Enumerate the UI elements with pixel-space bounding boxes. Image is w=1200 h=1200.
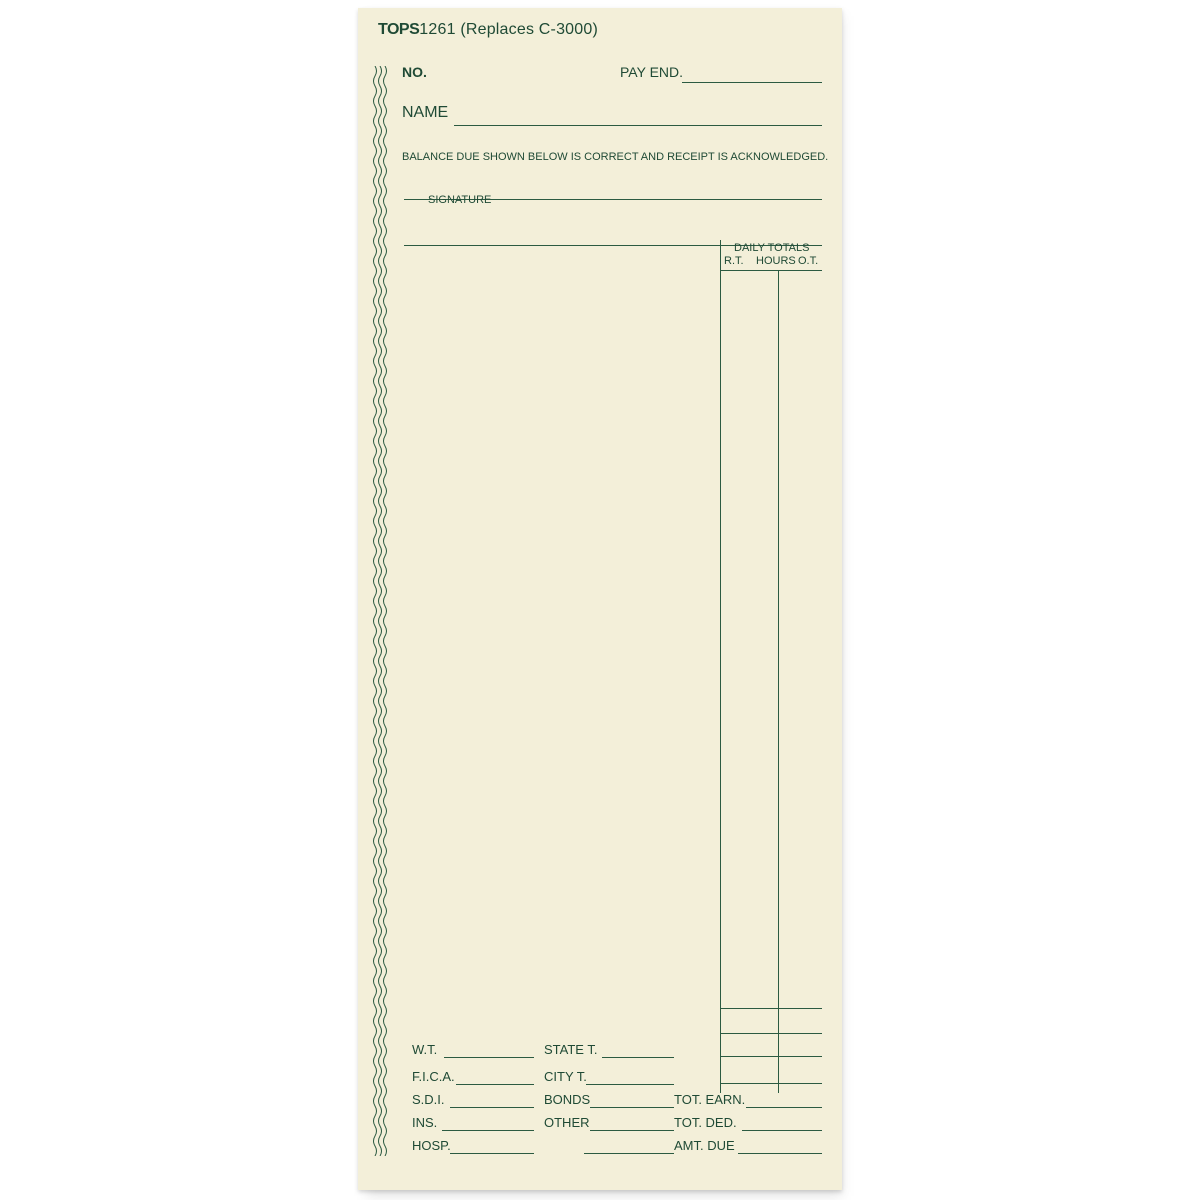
tot-earn-line (746, 1107, 822, 1108)
totals-left-border (720, 240, 721, 1093)
tot-ded-label: TOT. DED. (674, 1115, 737, 1130)
wt-line (444, 1057, 534, 1058)
brand-header (378, 21, 598, 39)
fica-line (456, 1084, 534, 1085)
state-t-line (602, 1057, 674, 1058)
signature-label: SIGNATURE (428, 194, 492, 206)
hosp-label: HOSP. (412, 1138, 451, 1153)
totals-row-line-1 (720, 1008, 822, 1009)
pay-end-label: PAY END. (620, 64, 684, 80)
hours-label: HOURS (756, 255, 796, 267)
tot-ded-line (742, 1130, 822, 1131)
ot-label: O.T. (798, 255, 819, 267)
name-label: NAME (402, 104, 449, 121)
wave-line-3 (384, 66, 387, 1156)
fica-label: F.I.C.A. (412, 1069, 455, 1084)
model-number: 1261 (Replaces C-3000) (419, 21, 599, 38)
sdi-line (450, 1107, 534, 1108)
daily-totals-title: DAILY TOTALS (734, 242, 810, 254)
ins-line (442, 1130, 534, 1131)
state-t-label: STATE T. (544, 1042, 598, 1057)
acknowledgement-text: BALANCE DUE SHOWN BELOW IS CORRECT AND RECEIPT IS ACKNOWLEDGED. (402, 151, 829, 163)
amt-due-line (738, 1153, 822, 1154)
city-t-label: CITY T. (544, 1069, 587, 1084)
hosp-line (450, 1153, 534, 1154)
amt-due-label: AMT. DUE (674, 1138, 735, 1153)
totals-header-line (720, 270, 822, 271)
other-label: OTHER (544, 1115, 590, 1130)
totals-row-line-3 (720, 1056, 822, 1057)
totals-row-line-2 (720, 1033, 822, 1034)
perforation-edge-icon (372, 66, 402, 1156)
name-line (454, 125, 822, 126)
wave-line-1 (374, 66, 377, 1156)
wt-label: W.T. (412, 1042, 438, 1057)
tot-earn-label: TOT. EARN. (674, 1092, 746, 1107)
city-t-line (586, 1084, 674, 1085)
sdi-label: S.D.I. (412, 1092, 445, 1107)
totals-row-line-4 (720, 1083, 822, 1084)
tops-logo: TOPS (378, 21, 420, 38)
ins-label: INS. (412, 1115, 438, 1130)
rt-label: R.T. (724, 255, 744, 267)
totals-divider (778, 270, 779, 1093)
other-line (590, 1130, 674, 1131)
wave-line-2 (379, 66, 382, 1156)
bonds-line (590, 1107, 674, 1108)
pay-end-line (682, 82, 822, 83)
blank-line (584, 1153, 674, 1154)
no-label: NO. (402, 64, 427, 80)
bonds-label: BONDS (544, 1092, 591, 1107)
time-card (358, 8, 842, 1190)
